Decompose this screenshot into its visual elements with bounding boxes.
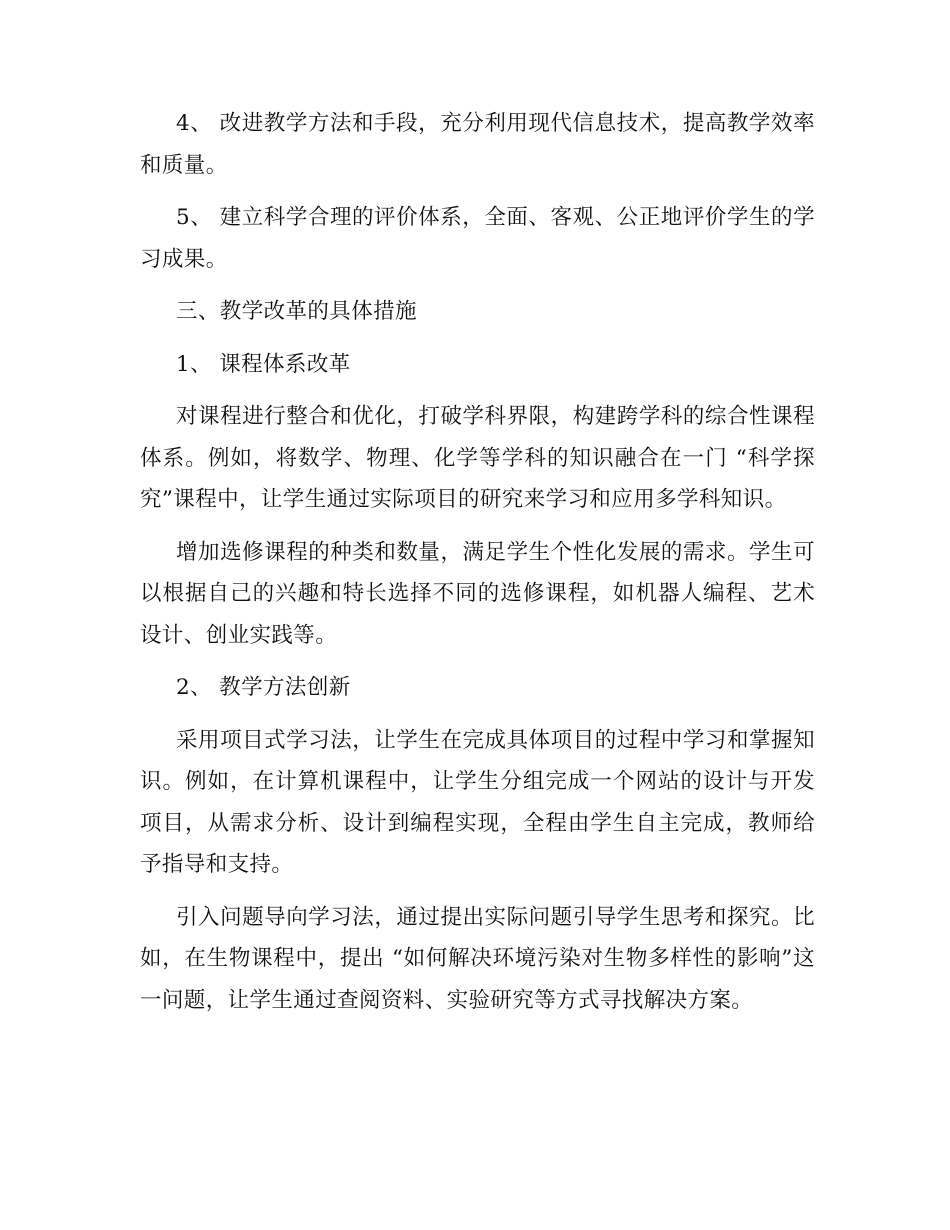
section-heading-measures: 三、教学改革的具体措施 [176,299,417,324]
subheading-teaching-methods: 2、 教学方法创新 [176,675,351,700]
paragraph-goal-4: 4、 改进教学方法和手段，充分利用现代信息技术，提高教学效率和质量。 [140,111,815,178]
paragraph-project-learning: 采用项目式学习法，让学生在完成具体项目的过程中学习和掌握知识。例如，在计算机课程中，让学生分组完成一个网站的设计与开发项目，从需求分析、设计到编程实现，全程由学生自主完成，教师给予指导和支持。 [140,727,815,877]
paragraph-problem-learning: 引入问题导向学习法，通过提出实际问题引导学生思考和探究。比如，在生物课程中，提出 “如何解决环境污染对生物多样性的影响”这一问题，让学生通过查阅资料、实验研究等方式寻找解决方案。 [140,904,815,1013]
document-body [140,103,815,1032]
subheading-curriculum-reform: 1、 课程体系改革 [176,351,351,377]
paragraph-elective-courses: 增加选修课程的种类和数量，满足学生个性化发展的需求。学生可以根据自己的兴趣和特长选择不同的选修课程，如机器人编程、艺术设计、创业实践等。 [140,539,815,648]
paragraph-curriculum-integration: 对课程进行整合和优化，打破学科界限，构建跨学科的综合性课程体系。例如，将数学、物理、化学等学科的知识融合在一门 “科学探究”课程中，让学生通过实际项目的研究来学习和应用多学科知识。 [140,404,815,512]
paragraph-goal-5: 5、 建立科学合理的评价体系，全面、客观、公正地评价学生的学习成果。 [140,205,815,272]
